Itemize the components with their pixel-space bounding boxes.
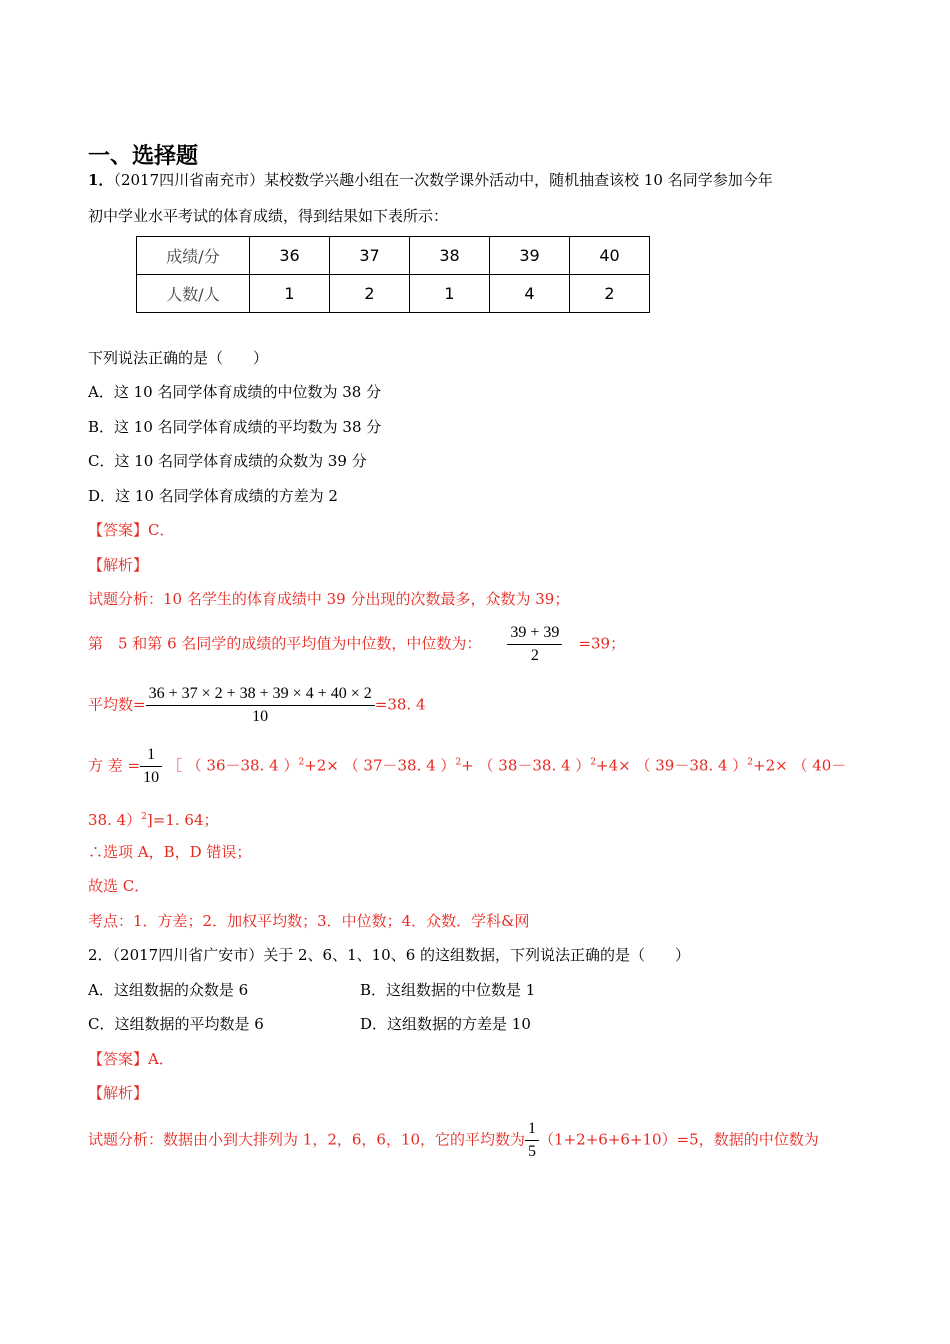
fraction-denominator: 2 <box>530 647 539 664</box>
fraction-denominator: 10 <box>143 769 160 786</box>
section-title: 一、选择题 <box>88 144 199 169</box>
mean-fraction <box>146 683 375 728</box>
variance-term: + （ 38－38. 4 ） <box>461 756 591 775</box>
q1-analysis-line1: 试题分析：10 名学生的体育成绩中 39 分出现的次数最多，众数为 39； <box>88 590 570 608</box>
superscript: 2 <box>590 757 597 768</box>
fraction-numerator: 39 + 39 <box>507 622 562 645</box>
fraction-numerator: 1 <box>525 1118 539 1141</box>
q1-option-b: B．这 10 名同学体育成绩的平均数为 38 分 <box>88 418 382 436</box>
table-cell: 38 <box>410 237 490 275</box>
table-cell: 2 <box>330 275 410 313</box>
table-cell: 4 <box>490 275 570 313</box>
q2-analysis-line1 <box>88 1118 819 1163</box>
q2-mean-fraction <box>525 1118 539 1163</box>
variance-fraction <box>140 744 162 789</box>
fraction-numerator: 36 + 37 × 2 + 38 + 39 × 4 + 40 × 2 <box>146 683 375 706</box>
mean-result: =38. 4 <box>374 695 426 714</box>
superscript: 2 <box>455 757 462 768</box>
superscript: 2 <box>747 757 754 768</box>
q2-stem: 2．（2017四川省广安市）关于 2、6、1、10、6 的这组数据，下列说法正确的是（ ） <box>88 946 691 964</box>
q2-analysis-text-end: （1+2+6+6+10）=5，数据的中位数为 <box>539 1130 819 1149</box>
variance-term: +2× （ 40－ <box>753 756 847 775</box>
q1-option-d: D．这 10 名同学体育成绩的方差为 2 <box>88 487 338 505</box>
table-cell: 40 <box>570 237 650 275</box>
variance-label: 方 差 = <box>88 756 141 775</box>
q1-answer: 【答案】C． <box>88 521 175 539</box>
fraction-denominator: 5 <box>528 1143 537 1160</box>
q2-analysis-text: 试题分析：数据由小到大排列为 1，2，6，6，10，它的平均数为 <box>88 1130 526 1149</box>
q2-option-b: B．这组数据的中位数是 1 <box>360 981 536 999</box>
q1-analysis-line8: 考点：1．方差；2．加权平均数；3．中位数；4．众数．学科&网 <box>88 912 530 930</box>
q2-answer: 【答案】A． <box>88 1050 174 1068</box>
median-fraction <box>507 622 562 667</box>
table-cell: 1 <box>410 275 490 313</box>
q2-option-a: A．这组数据的众数是 6 <box>88 981 249 999</box>
q1-prompt: 下列说法正确的是（ ） <box>88 349 269 367</box>
variance-term: 38. 4） <box>88 811 142 829</box>
q1-number: 1． <box>88 171 114 189</box>
table-cell: 39 <box>490 237 570 275</box>
q1-stem-text: （2017四川省南充市）某校数学兴趣小组在一次数学课外活动中，随机抽查该校 10 名同学参加今年 <box>113 171 773 189</box>
table-cell: 2 <box>570 275 650 313</box>
q1-analysis-label: 【解析】 <box>88 556 149 574</box>
q1-stem-line1 <box>88 170 773 190</box>
variance-term: ［ （ 36－38. 4 ） <box>166 756 299 775</box>
q1-stem-line2: 初中学业水平考试的体育成绩，得到结果如下表所示： <box>88 207 449 225</box>
table-header-score: 成绩/分 <box>137 237 250 275</box>
q2-option-d: D．这组数据的方差是 10 <box>360 1015 531 1033</box>
fraction-numerator: 1 <box>140 744 162 767</box>
q1-analysis-line3 <box>88 683 426 728</box>
q2-analysis-label: 【解析】 <box>88 1084 149 1102</box>
q1-analysis-line2 <box>88 622 625 667</box>
q1-analysis-line5 <box>88 807 219 830</box>
q1-analysis-line6: ∴选项 A，B，D 错误； <box>88 843 252 861</box>
q1-option-c: C．这 10 名同学体育成绩的众数为 39 分 <box>88 452 367 470</box>
variance-term: +4× （ 39－38. 4 ） <box>596 756 748 775</box>
table-row-score <box>137 237 650 275</box>
superscript: 2 <box>298 757 305 768</box>
median-result: =39； <box>578 634 626 653</box>
q1-analysis-line7: 故选 C． <box>88 877 150 895</box>
mean-label: 平均数= <box>88 695 146 714</box>
table-cell: 36 <box>250 237 330 275</box>
superscript: 2 <box>141 812 147 822</box>
variance-result: ]=1. 64； <box>146 811 219 829</box>
q1-analysis-line4 <box>88 744 846 789</box>
q1-option-a: A．这 10 名同学体育成绩的中位数为 38 分 <box>88 383 382 401</box>
score-table <box>136 236 650 313</box>
fraction-denominator: 10 <box>252 708 269 725</box>
median-text: 第 5 和第 6 名同学的成绩的平均值为中位数，中位数为： <box>88 634 482 653</box>
table-cell: 37 <box>330 237 410 275</box>
table-cell: 1 <box>250 275 330 313</box>
table-header-count: 人数/人 <box>137 275 250 313</box>
table-row-count <box>137 275 650 313</box>
q2-option-c: C．这组数据的平均数是 6 <box>88 1015 264 1033</box>
variance-term: +2× （ 37－38. 4 ） <box>304 756 456 775</box>
